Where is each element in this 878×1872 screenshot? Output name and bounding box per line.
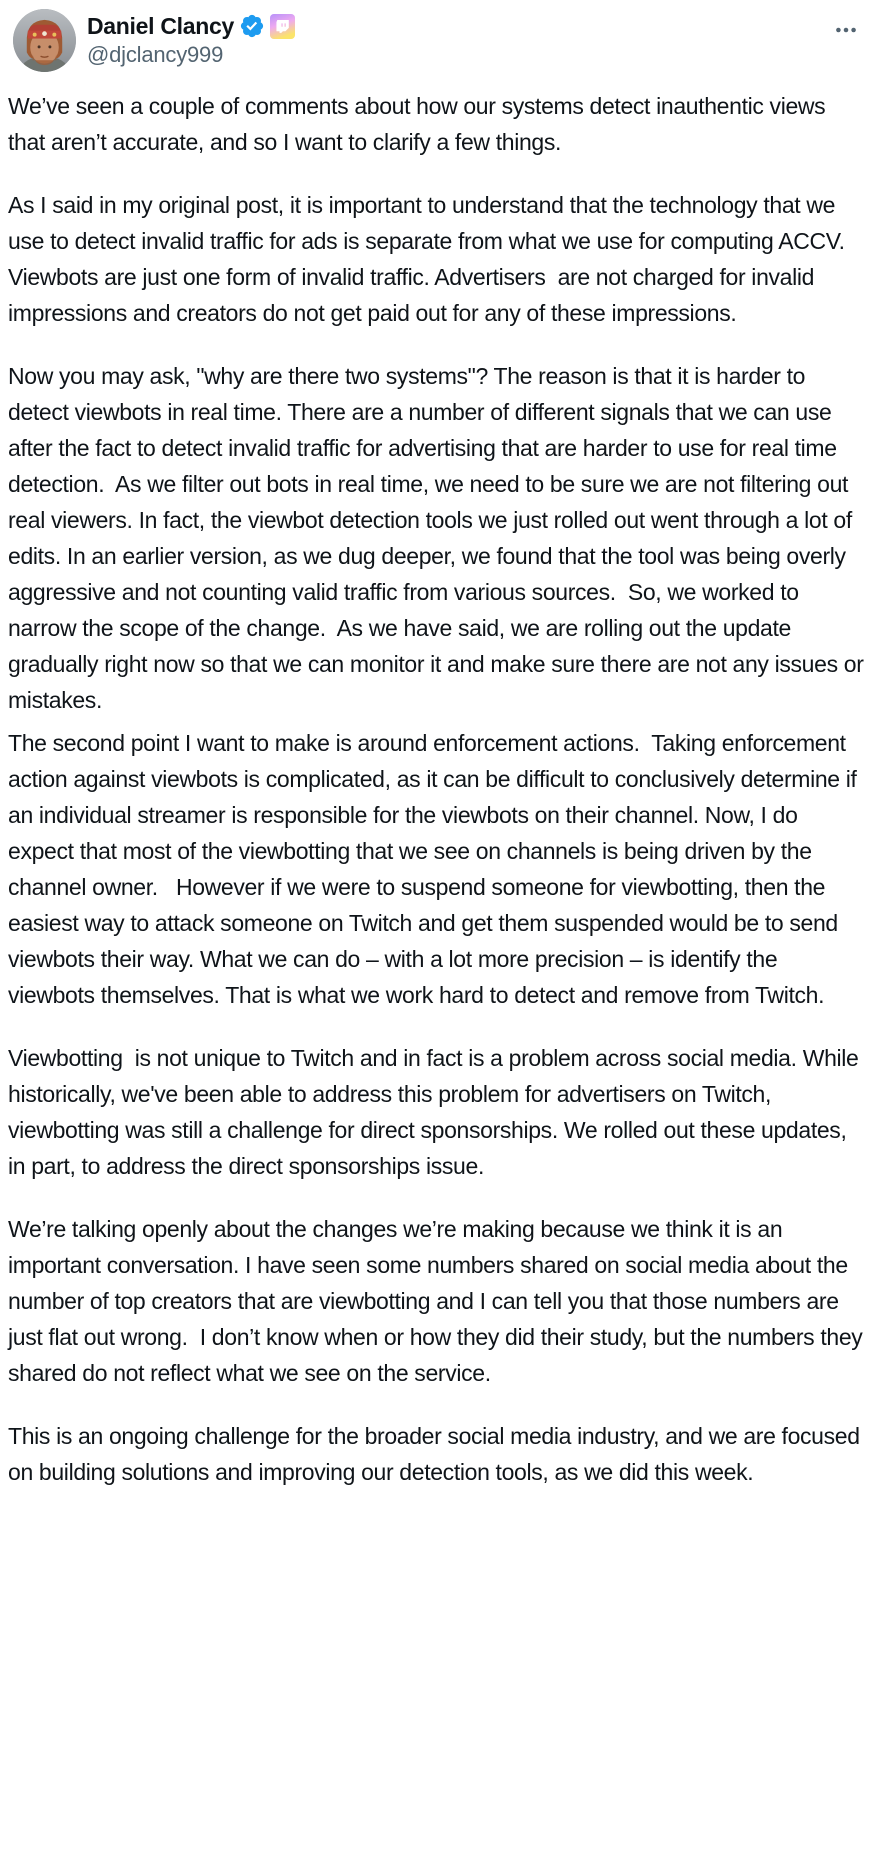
verified-icon[interactable] — [239, 13, 265, 39]
tweet-header — [0, 0, 878, 72]
more-icon — [833, 17, 859, 43]
tweet-paragraph: We’re talking openly about the changes we’re making because we think it is an important conversation. I have seen some numbers shared on social media about the number of top creators that are viewbotting and I can tell you that those numbers are just flat out wrong. I don’t know when or how they did their study, but the numbers they shared do not reflect what we see on the service. — [8, 1216, 869, 1386]
tweet-paragraph: We’ve seen a couple of comments about how our systems detect inauthentic views that aren’t accurate, and so I want to clarify a few things. — [8, 93, 832, 155]
more-button[interactable] — [829, 13, 863, 47]
avatar-photo — [13, 9, 76, 72]
twitch-badge-icon[interactable] — [270, 14, 295, 39]
tweet-paragraph: Viewbotting is not unique to Twitch and in fact is a problem across social media. While historically, we've been able to address this problem for advertisers on Twitch, viewbotting was still a challenge for direct sponsorships. We rolled out these updates, in part, to address the direct sponsorships issue. — [8, 1045, 865, 1179]
tweet-paragraph: Now you may ask, "why are there two systems"? The reason is that it is harder to detect viewbots in real time. There are a number of different signals that we can use after the fact to detect invalid traffic for advertising that are harder to use for real time detection. As we filter out bots in real time, we need to be sure we are not filtering out real viewers. In fact, the viewbot detection tools we just rolled out went through a lot of edits. In an earlier version, as we dug deeper, we found that the tool was being overly aggressive and not counting valid traffic from various sources. So, we worked to narrow the scope of the change. As we have said, we are rolling out the update gradually right now so that we can monitor it and make sure there are not any issues or mistakes. — [8, 363, 870, 713]
tweet-text — [0, 88, 878, 1490]
tweet-paragraph: As I said in my original post, it is important to understand that the technology that we use to detect invalid traffic for ads is separate from what we use for computing ACCV. Viewbots are just one form of invalid traffic. Advertisers are not charged for invalid impressions and creators do not get paid out for any of these impressions. — [8, 192, 851, 326]
tweet-paragraph: The second point I want to make is around enforcement actions. Taking enforcement action against viewbots is complicated, as it can be difficult to conclusively determine if an individual streamer is responsible for the viewbots on their channel. Now, I do expect that most of the viewbotting that we see on channels is being driven by the channel owner. However if we were to suspend someone for viewbotting, then the easiest way to attack someone on Twitch and get them suspended would be to send viewbots their way. What we can do – with a lot more precision – is identify the viewbots themselves. That is what we work hard to detect and remove from Twitch. — [8, 730, 863, 1008]
user-handle[interactable]: @djclancy999 — [87, 42, 224, 67]
avatar[interactable] — [13, 9, 76, 72]
display-name[interactable]: Daniel Clancy — [87, 13, 234, 39]
name-row — [87, 12, 295, 40]
user-block — [87, 9, 295, 68]
tweet-paragraph: This is an ongoing challenge for the broader social media industry, and we are focused on building solutions and improving our detection tools, as we did this week. — [8, 1423, 866, 1485]
